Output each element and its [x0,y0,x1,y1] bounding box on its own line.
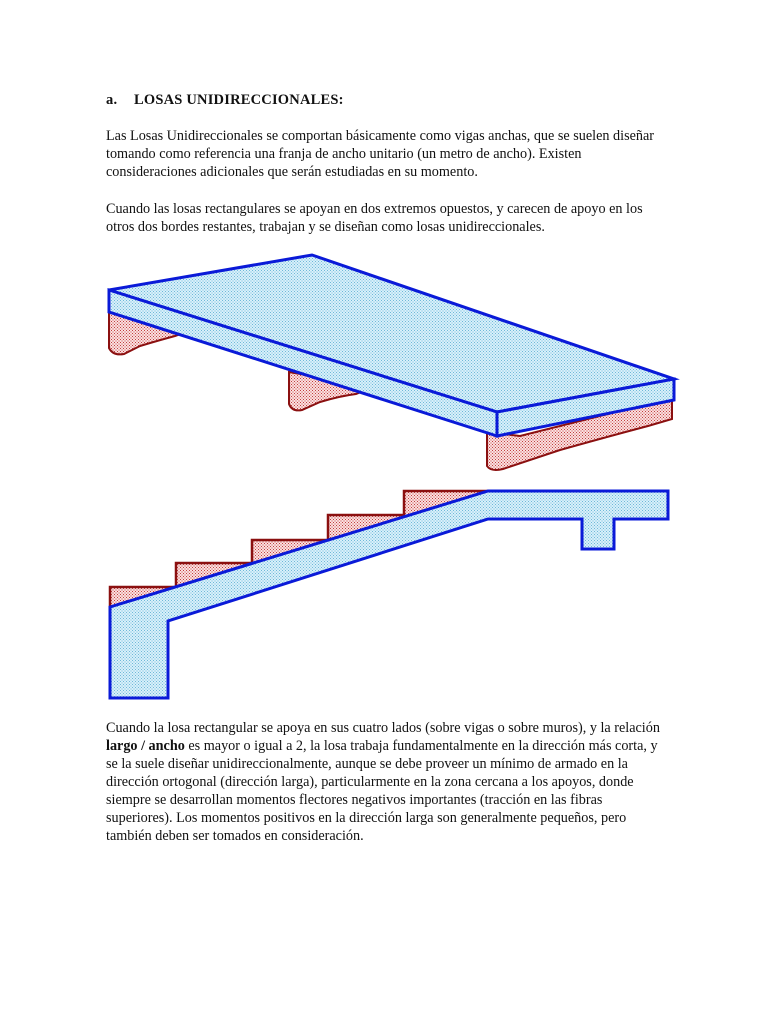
ratio-term: largo / ancho [106,738,185,754]
stair-slab [110,491,668,698]
paragraph-four-supports-start: Cuando la losa rectangular se apoya en sus cuatro lados (sobre vigas o sobre muros), y la relación [106,720,660,736]
paragraph-intro: Las Losas Unidireccionales se comportan básicamente como vigas anchas, que se suelen diseñar tomando como referencia una franja de ancho unitario (un metro de ancho). Existen consideraciones adicionales que serán estudiadas en su momento. [106,128,654,180]
paragraph-four-supports [106,719,666,845]
section-number: a. [106,92,118,108]
paragraph-four-supports-end: es mayor o igual a 2, la losa trabaja fundamentalmente en la dirección más corta, y se la suele diseñar unidireccionalmente, aunque se debe proveer un mínimo de armado en la dirección ortogonal (dirección larga), particularmente en la zona cercana a los apoyos, donde siempre se desarrollan momentos flectores negativos importantes (tracción en las fibras superiores). Los momentos positivos en la dirección larga son generalmente pequeños, pero también deben ser tomados en consideración. [106,738,658,844]
section-title: LOSAS UNIDIRECCIONALES: [134,92,344,108]
stair-slab-figure [0,475,768,710]
slab-on-beams-figure [0,240,768,475]
paragraph-two-supports: Cuando las losas rectangulares se apoyan en dos extremos opuestos, y carecen de apoyo en los otros dos bordes restantes, trabajan y se diseñan como losas unidireccionales. [106,201,643,235]
section-heading [106,92,344,109]
